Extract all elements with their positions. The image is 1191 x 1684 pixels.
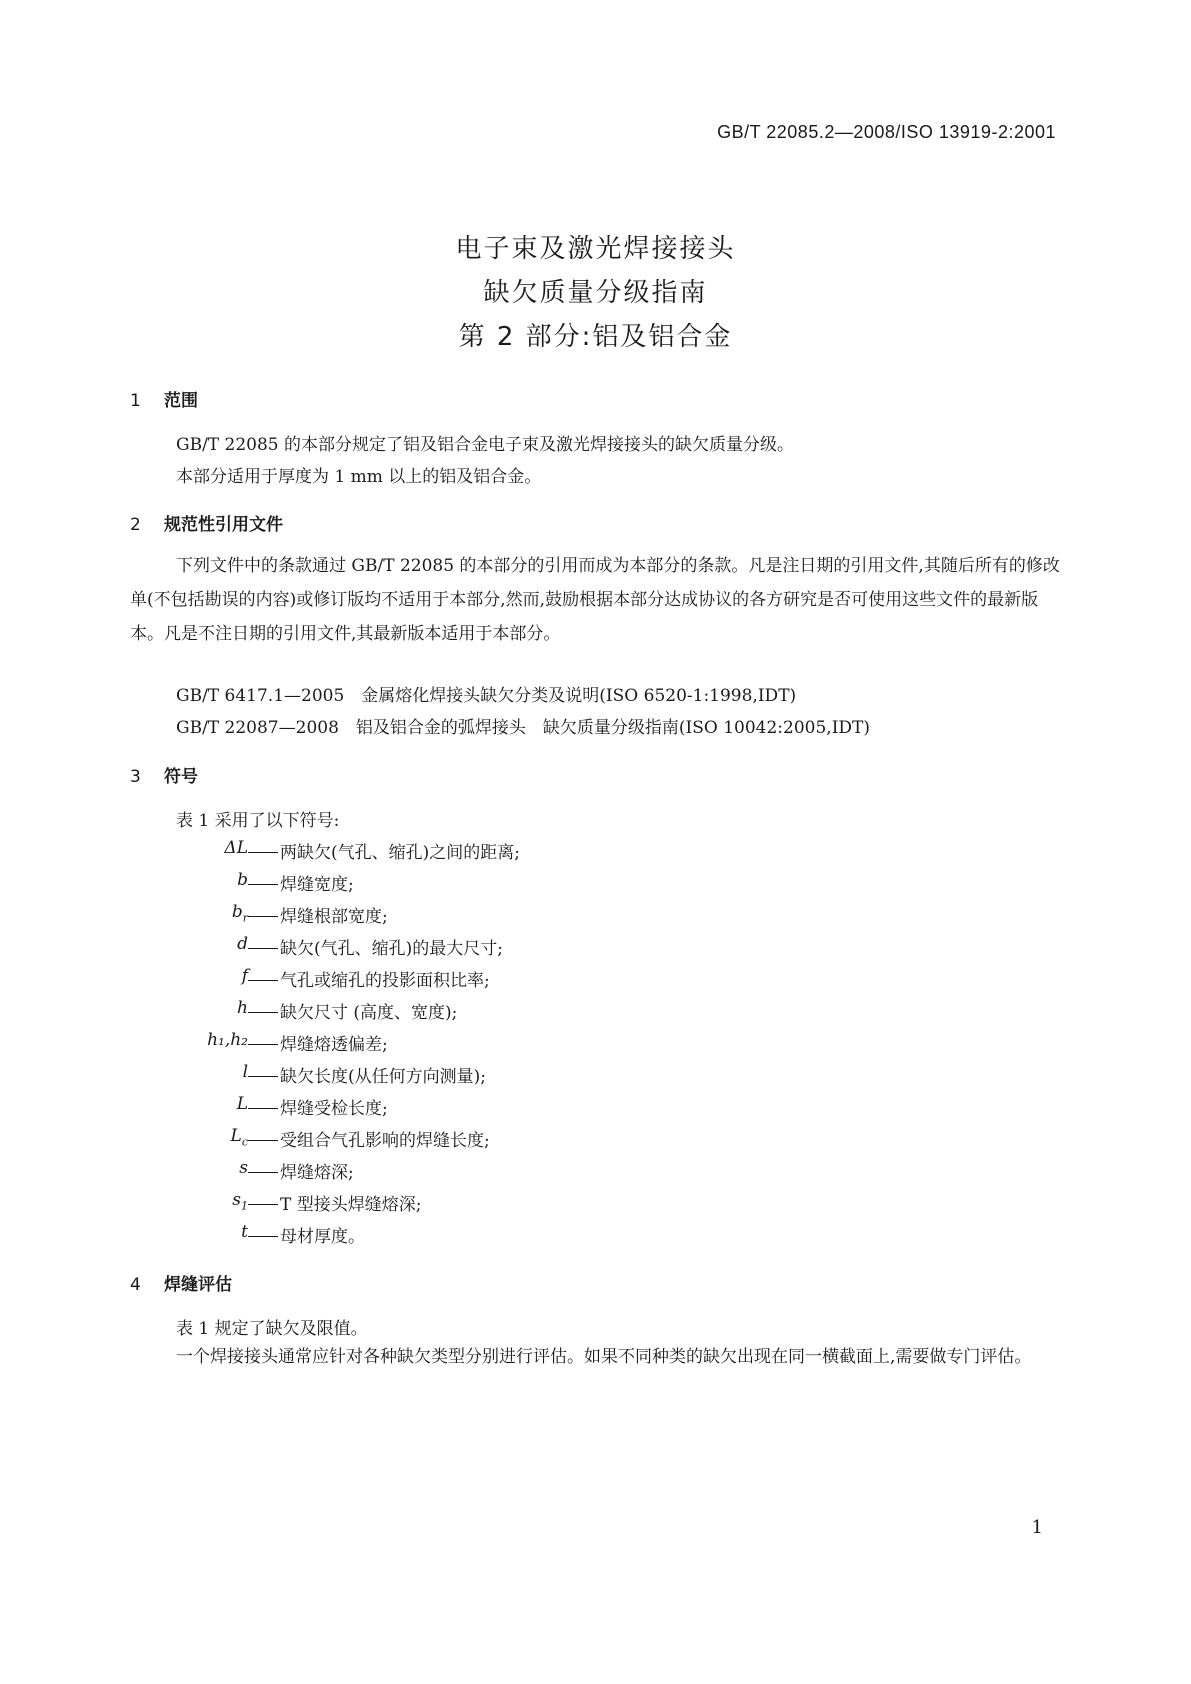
symbol-row <box>0 1190 1191 1214</box>
symbol-key: $L_c$ <box>230 1126 248 1149</box>
symbol-description: 焊缝受检长度; <box>248 1094 388 1119</box>
symbol-description: 焊缝根部宽度; <box>248 902 388 927</box>
symbol-key: $b_r$ <box>231 902 248 925</box>
symbol-row <box>0 934 1191 958</box>
symbol-key: L <box>236 1094 248 1114</box>
symbol-row <box>0 1062 1191 1086</box>
symbol-description: 受组合气孔影响的焊缝长度; <box>248 1126 490 1151</box>
paragraph: 下列文件中的条款通过 GB/T 22085 的本部分的引用而成为本部分的条款。凡是注日期的引用文件,其随后所有的修改单(不包括勘误的内容)或修订版均不适用于本部分,然而,鼓励根据本部分达成协议的各方研究是否可使用这些文件的最新版本。凡是不注日期的引用文件,其最新版本适用于本部分。 <box>130 556 1060 644</box>
symbol-key: t <box>241 1222 248 1242</box>
symbol-description: 焊缝熔透偏差; <box>248 1030 388 1055</box>
symbol-description: 焊缝熔深; <box>248 1158 354 1183</box>
paragraph: 表 1 采用了以下符号: <box>176 811 340 831</box>
title-line-1: 电子束及激光焊接接头 <box>455 234 736 264</box>
symbol-key: $s_1$ <box>232 1190 248 1213</box>
section-number: 3 <box>130 767 141 787</box>
symbol-description: 气孔或缩孔的投影面积比率; <box>248 966 490 991</box>
section-title: 焊缝评估 <box>164 1275 232 1295</box>
standard-code: GB/T 22085.2—2008/ISO 13919-2:2001 <box>717 122 1056 142</box>
title-line-2: 缺欠质量分级指南 <box>483 278 708 308</box>
symbol-row <box>0 1158 1191 1182</box>
paragraph: 表 1 规定了缺欠及限值。 <box>176 1319 368 1339</box>
symbol-key: h₁,h₂ <box>207 1030 248 1050</box>
symbol-key: ΔL <box>224 838 248 858</box>
symbol-row <box>0 966 1191 990</box>
symbol-row <box>0 1030 1191 1054</box>
symbol-row <box>0 1094 1191 1118</box>
paragraph: GB/T 22085 的本部分规定了铝及铝合金电子束及激光焊接接头的缺欠质量分级。 <box>176 435 795 455</box>
section-number: 2 <box>130 515 141 535</box>
symbol-row <box>0 998 1191 1022</box>
section-title: 规范性引用文件 <box>164 515 283 535</box>
section-4-heading <box>130 1270 232 1295</box>
reference-item: GB/T 22087—2008 铝及铝合金的弧焊接头 缺欠质量分级指南(ISO 10042:2005,IDT) <box>176 718 871 738</box>
reference-item: GB/T 6417.1—2005 金属熔化焊接头缺欠分类及说明(ISO 6520-1:1998,IDT) <box>176 686 797 706</box>
symbol-row <box>0 870 1191 894</box>
symbol-description: 焊缝宽度; <box>248 870 354 895</box>
symbol-key: b <box>237 870 248 890</box>
symbol-key: f <box>241 966 248 986</box>
section-3-heading <box>130 762 198 787</box>
symbol-row <box>0 1126 1191 1150</box>
paragraph: 本部分适用于厚度为 1 mm 以上的铝及铝合金。 <box>176 467 542 487</box>
symbol-key: s <box>239 1158 248 1178</box>
section-number: 4 <box>130 1275 141 1295</box>
symbol-row <box>0 902 1191 926</box>
symbol-description: 两缺欠(气孔、缩孔)之间的距离; <box>248 838 520 863</box>
page-number: 1 <box>1031 1517 1043 1538</box>
title-line-3: 第 2 部分:铝及铝合金 <box>458 322 733 352</box>
symbol-key: h <box>237 998 248 1018</box>
section-2-heading <box>130 510 283 535</box>
symbol-key: d <box>237 934 248 954</box>
symbol-description: 母材厚度。 <box>248 1222 365 1247</box>
section-title: 范围 <box>164 391 198 411</box>
symbol-key: l <box>242 1062 248 1082</box>
section-number: 1 <box>130 391 141 411</box>
paragraph: 一个焊接接头通常应针对各种缺欠类型分别进行评估。如果不同种类的缺欠出现在同一横截面上,需要做专门评估。 <box>176 1347 1032 1367</box>
symbol-row <box>0 1222 1191 1246</box>
section-title: 符号 <box>164 767 198 787</box>
symbol-description: 缺欠(气孔、缩孔)的最大尺寸; <box>248 934 503 959</box>
symbol-row <box>0 838 1191 862</box>
symbol-description: 缺欠尺寸 (高度、宽度); <box>248 998 457 1023</box>
section-1-heading <box>130 386 198 411</box>
symbol-description: 缺欠长度(从任何方向测量); <box>248 1062 486 1087</box>
symbol-description: T 型接头焊缝熔深; <box>248 1190 421 1215</box>
